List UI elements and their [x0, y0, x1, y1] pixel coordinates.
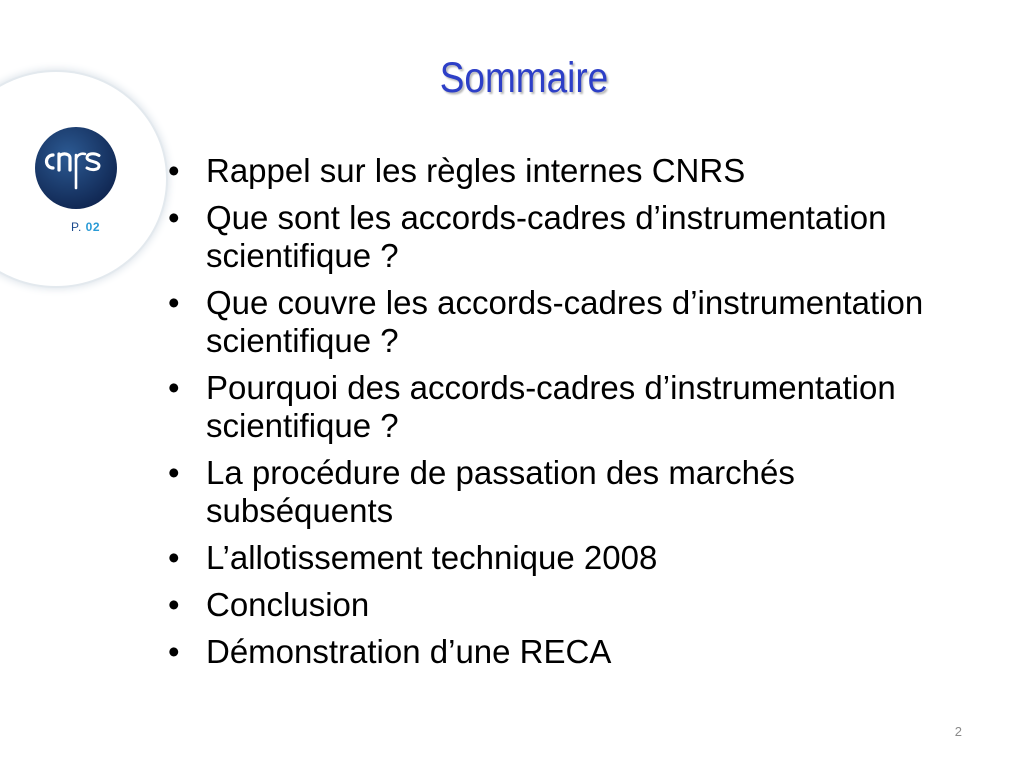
- bullet-icon: •: [168, 152, 180, 189]
- bullet-icon: •: [168, 539, 180, 576]
- agenda-item-text: Démonstration d’une RECA: [206, 633, 612, 670]
- bullet-icon: •: [168, 586, 180, 623]
- agenda-item-text: L’allotissement technique 2008: [206, 539, 658, 576]
- agenda-item: [168, 152, 968, 190]
- agenda-item: [168, 539, 968, 577]
- agenda-item: [168, 454, 968, 530]
- agenda-item-text: Pourquoi des accords-cadres d’instrumentation scientifique ?: [206, 369, 896, 444]
- bullet-icon: •: [168, 454, 180, 491]
- bullet-icon: •: [168, 633, 180, 670]
- agenda-list: [168, 152, 968, 680]
- agenda-item: [168, 369, 968, 445]
- agenda-item: [168, 586, 968, 624]
- bullet-icon: •: [168, 199, 180, 236]
- agenda-item-text: Rappel sur les règles internes CNRS: [206, 152, 746, 189]
- page-indicator: [71, 220, 100, 234]
- agenda-item-text: La procédure de passation des marchés subséquents: [206, 454, 795, 529]
- bullet-icon: •: [168, 284, 180, 321]
- agenda-item: [168, 199, 968, 275]
- slide-number: 2: [954, 724, 962, 739]
- agenda-item: [168, 633, 968, 671]
- agenda-item-text: Conclusion: [206, 586, 370, 623]
- agenda-item-text: Que sont les accords-cadres d’instrumentation scientifique ?: [206, 199, 887, 274]
- page-number: 02: [85, 220, 100, 234]
- cnrs-logo: [34, 126, 118, 210]
- bullet-icon: •: [168, 369, 180, 406]
- agenda-item-text: Que couvre les accords-cadres d’instrumentation scientifique ?: [206, 284, 924, 359]
- agenda-item: [168, 284, 968, 360]
- slide-title: Sommaire: [439, 54, 609, 102]
- page-prefix: P.: [71, 220, 82, 234]
